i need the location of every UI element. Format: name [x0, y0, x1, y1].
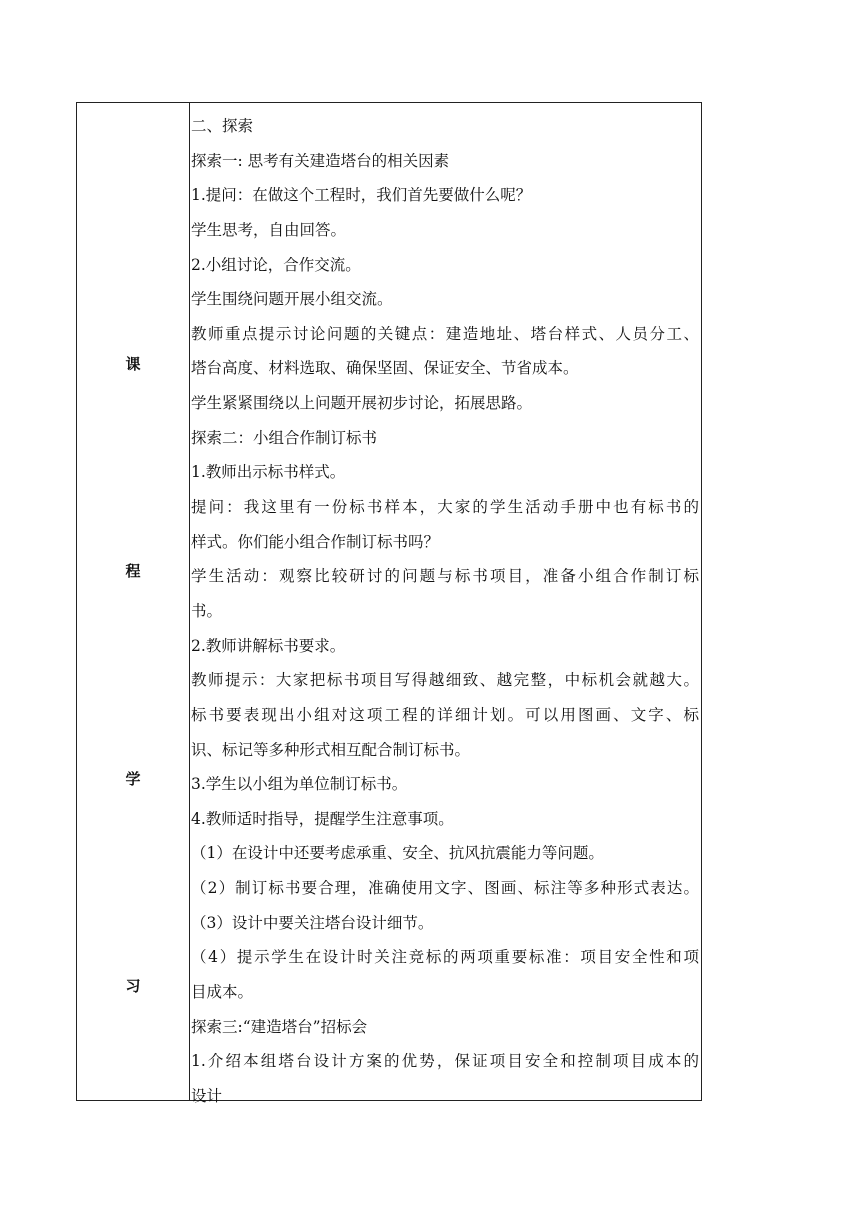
content-line: 目成本。 — [191, 983, 254, 1002]
content-line: 设计 — [191, 1086, 223, 1105]
content-line: （2）制订标书要合理，准确使用文字、图画、标注等多种形式表达。 — [191, 879, 699, 898]
content-line: 1.教师出示标书样式。 — [191, 463, 346, 482]
content-line: 二、探索 — [191, 117, 254, 135]
content-line: 提问：我这里有一份标书样本，大家的学生活动手册中也有标书的 — [191, 498, 699, 517]
content-line: 学生思考，自由回答。 — [191, 220, 347, 239]
content-line: 标书要表现出小组对这项工程的详细计划。可以用图画、文字、标 — [191, 705, 699, 724]
lesson-table — [76, 102, 702, 1105]
content-line: 2.教师讲解标书要求。 — [191, 636, 346, 655]
content-line: 1.提问：在做这个工程时，我们首先要做什么呢？ — [191, 186, 532, 205]
content-line: （3）设计中要关注塔台设计细节。 — [191, 913, 434, 932]
content-line: （4）提示学生在设计时关注竞标的两项重要标准：项目安全性和项 — [191, 948, 699, 967]
content-line: 学生紧紧围绕以上问题开展初步讨论，拓展思路。 — [191, 394, 533, 413]
content-line: 探索二：小组合作制订标书 — [191, 428, 378, 447]
side-label-char: 程 — [125, 562, 141, 580]
content-line: 学生围绕问题开展小组交流。 — [191, 290, 393, 309]
side-label-char: 课 — [125, 355, 141, 373]
content-line: 样式。你们能小组合作制订标书吗？ — [191, 532, 440, 551]
content-line: 1.介绍本组塔台设计方案的优势，保证项目安全和控制项目成本的 — [191, 1052, 699, 1071]
content-line: 探索三:“建造塔台”招标会 — [191, 1017, 368, 1036]
content-column — [191, 109, 699, 1114]
content-line: 识、标记等多种形式相互配合制订标书。 — [191, 740, 471, 759]
content-line: 学生活动：观察比较研讨的问题与标书项目，准备小组合作制订标 — [191, 567, 699, 586]
content-line: 2.小组讨论，合作交流。 — [191, 255, 361, 274]
content-line: （1）在设计中还要考虑承重、安全、抗风抗震能力等问题。 — [191, 844, 604, 863]
content-line: 教师重点提示讨论问题的关键点：建造地址、塔台样式、人员分工、 — [191, 324, 699, 343]
content-line: 书。 — [191, 601, 223, 620]
content-line: 4.教师适时指导，提醒学生注意事项。 — [191, 809, 454, 828]
content-line: 教师提示：大家把标书项目写得越细致、越完整，中标机会就越大。 — [191, 671, 699, 690]
side-label-char: 习 — [125, 977, 141, 995]
content-line: 塔台高度、材料选取、确保坚固、保证安全、节省成本。 — [191, 359, 579, 378]
side-label-char: 学 — [125, 770, 141, 788]
side-label-column — [77, 103, 190, 1100]
content-line: 探索一: 思考有关建造塔台的相关因素 — [191, 151, 450, 170]
content-line: 3.学生以小组为单位制订标书。 — [191, 775, 408, 794]
